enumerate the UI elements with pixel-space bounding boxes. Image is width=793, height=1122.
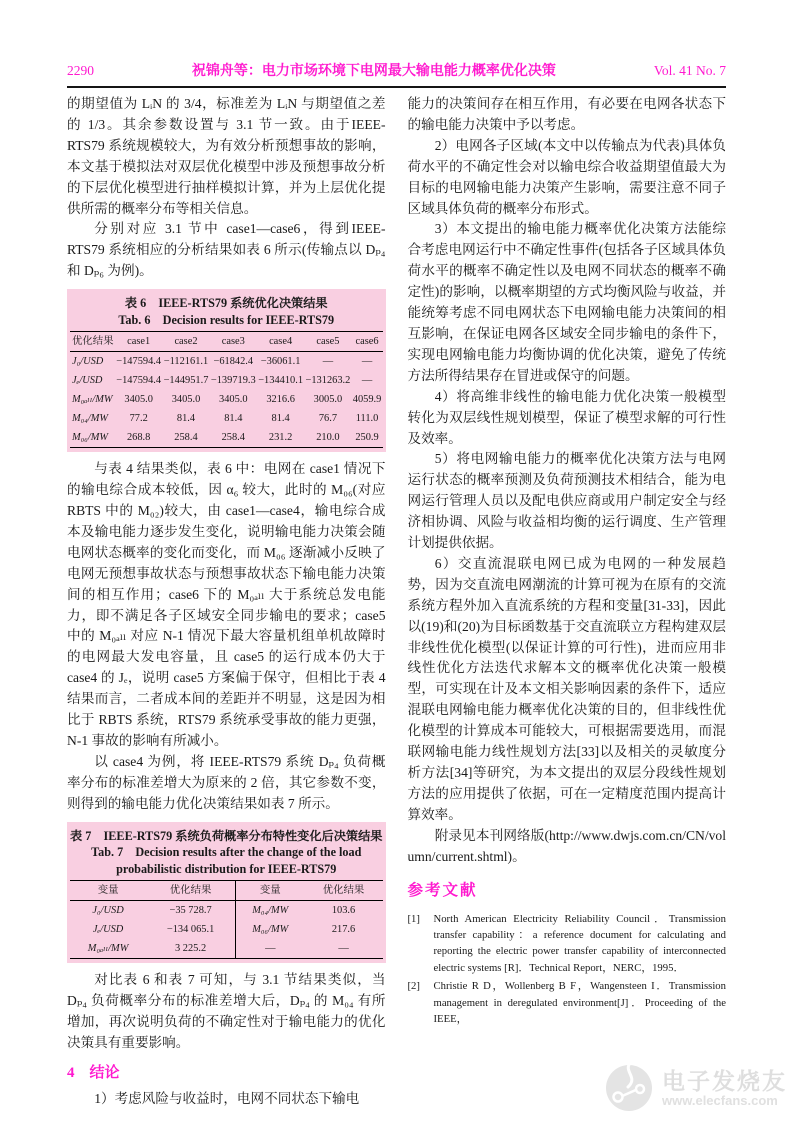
appendix-note: 附录见本刊网络版(http://www.dwjs.com.cn/CN/volumn/current.shtml)。 — [407, 827, 726, 864]
table-cell: — — [361, 356, 373, 368]
watermark-brand: 电子发烧友 — [662, 1067, 787, 1094]
table-cell: 3005.0 — [313, 394, 343, 406]
reference-text: North American Electricity Reliability Council．Transmission transfer capability：a reference document for calculating and reporting the electric power transfer capability of interconnected electric systems [R]．Technical Report，NERC，1995． — [433, 912, 726, 974]
table-cell: 3405.0 — [171, 394, 201, 406]
paragraph: 对比表 6 和表 7 可知，与 3.1 节结果类似，当 Dₚ₄ 负荷概率分布的标准差增大后，Dₚ₄ 的 M₀₄ 有所增加，再次说明负荷的不确定性对于输电能力的优化决策具有重要影响。 — [67, 972, 386, 1050]
table-cell: 81.4 — [224, 413, 243, 425]
table-cell: 103.6 — [331, 905, 356, 917]
table-cell: −134410.1 — [258, 375, 304, 387]
two-column-body — [67, 94, 726, 1110]
page-number: 2290 — [67, 63, 94, 78]
table-6-block — [67, 289, 386, 452]
table-row — [70, 371, 383, 390]
table-cell: 77.2 — [129, 413, 148, 425]
table-7-block — [67, 822, 386, 964]
elecfans-logo-icon — [602, 1059, 656, 1118]
table-row — [70, 901, 383, 921]
table-6-header-cell: 优化结果 — [72, 336, 114, 348]
table-cell: 268.8 — [126, 432, 151, 444]
paragraph: 以 case4 为例，将 IEEE-RTS79 系统 Dₚ₄ 负荷概率分布的标准差增大为原来的 2 倍，其它参数不变，则得到的输电能力优化决策结果如表 7 所示。 — [67, 753, 386, 811]
table-7-header-cell: 优化结果 — [322, 885, 365, 897]
table-cell: 258.4 — [174, 432, 198, 444]
table-cell: — — [265, 943, 276, 955]
table-cell: 81.4 — [271, 413, 290, 425]
table-7-title-en: Tab. 7 Decision results after the change of the load probabilistic distribution for IEEE-RTS79 — [91, 845, 362, 876]
table-cell: −35 728.7 — [146, 901, 235, 921]
table-cell: J₀/USD — [72, 356, 104, 368]
table-6-header-cell: case4 — [269, 336, 293, 348]
reference-label: [1] — [407, 912, 420, 925]
table-cell: M₀₄/MW — [252, 905, 289, 917]
table-row — [70, 920, 383, 939]
table-row — [70, 409, 383, 428]
table-6-title-zh: 表 6 IEEE-RTS79 系统优化决策结果 — [124, 296, 328, 311]
table-cell: M₀₆/MW — [72, 432, 109, 444]
table-cell: 76.7 — [318, 413, 338, 425]
table-cell: 250.9 — [355, 432, 379, 444]
watermark-url: www.elecfans.com — [662, 1092, 778, 1108]
table-cell: −147594.4 — [116, 356, 162, 368]
table-7-header-cell: 变量 — [97, 885, 119, 897]
table-cell: −134 065.1 — [146, 920, 235, 939]
table-7 — [70, 880, 383, 959]
table-cell: M₀₆/MW — [252, 924, 289, 936]
references-heading: 参考文献 — [407, 881, 478, 899]
table-cell: 3 225.2 — [146, 939, 235, 959]
table-cell: 4059.9 — [352, 394, 382, 406]
watermark — [602, 1059, 787, 1118]
paragraph: 与表 4 结果类似，表 6 中：电网在 case1 情况下的输电综合成本较低，因 α₆ 较大，此时的 M₀₆(对应 RBTS 中的 M₀₂)较大，由 case1—case4，输电综合成本及输电能力逐步发生变化，说明输电能力决策会随电网状态概率的变化而变化，而 M₀₆ 逐渐减小反映了电网无预想事故状态与预想事故状态下输电能力决策间的相互作用；case6 下的 M₀ₐₗₗ 大于系统总发电能力，即不满足各子区域安全同步输电的要求；case5 中的 M₀ₐₗₗ 对应 N-1 情况下最大容量机组单机故障时的电网最大发电容量，且 case5 的运行成本仍大于 case4 的 Jₑ，说明 case5 方案偏于保守，但相比于表 4 结果而言，二者成本间的差距并不明显，这是因为相比于 RBTS 系统，RTS79 系统承受事故的能力更强，N-1 事故的影响有所减小。 — [67, 461, 386, 748]
paragraph: 的期望值为 LᵢN 的 3/4，标准差为 LᵢN 与期望值之差的 1/3。其余参数设置与 3.1 节一致。由于IEEE-RTS79 系统规模较大，为有效分析预想事故的影响，本文基于模拟法对双层优化模型中涉及预想事故分析的下层优化模型进行抽样模拟计算，并为上层优化提供所需的概率分布等相关信息。 — [67, 96, 386, 216]
table-cell: Jₑ/USD — [92, 924, 124, 936]
table-row — [70, 352, 383, 372]
paragraph: 能力的决策间存在相互作用，有必要在电网各状态下的输电能力决策中予以考虑。 — [407, 96, 726, 132]
table-7-header-row — [70, 881, 383, 901]
section-heading-conclusion: 4 结论 — [67, 1064, 120, 1081]
reference-text: Christie R D，Wollenberg B F，Wangensteen I．Transmission management in deregulated environment[J]．Proceeding of the IEEE， — [433, 980, 726, 1025]
table-cell: −61842.4 — [213, 356, 254, 368]
paragraph: 分别对应 3.1 节中 case1—case6，得到IEEE-RTS79 系统相应的分析结果如表 6 所示(传输点以 Dₚ₄ 和 Dₚ₆ 为例)。 — [67, 221, 386, 279]
table-row — [70, 390, 383, 409]
table-6-title-en: Tab. 6 Decision results for IEEE-RTS79 — [118, 312, 335, 327]
table-7-title-zh: 表 7 IEEE-RTS79 系统负荷概率分布特性变化后决策结果 — [70, 828, 383, 843]
table-cell: M₀ₐₗₗ/MW — [87, 943, 129, 955]
paragraph: 5）将电网输电能力的概率优化决策方法与电网运行状态的概率预测及负荷预测技术相结合，能为电网运行管理人员以及配电供应商或用户制定安全与经济相协调、风险与收益相均衡的运行调度、生产管理计划提供依据。 — [407, 451, 726, 551]
table-cell: — — [338, 943, 349, 955]
table-cell: 258.4 — [221, 432, 245, 444]
table-cell: −147594.4 — [116, 375, 162, 387]
table-cell: 217.6 — [331, 924, 356, 936]
table-cell: M₀₄/MW — [72, 413, 109, 425]
table-7-header-cell: 优化结果 — [146, 881, 235, 901]
table-cell: −144951.7 — [163, 375, 209, 387]
table-cell: 210.0 — [316, 432, 340, 444]
table-6-header-cell: case6 — [355, 336, 379, 348]
table-cell: −131263.2 — [305, 375, 351, 387]
watermark-text — [662, 1069, 787, 1109]
left-column — [67, 94, 386, 1110]
table-cell: 81.4 — [176, 413, 196, 425]
reference-label: [2] — [407, 980, 420, 993]
table-cell: 3405.0 — [219, 394, 248, 406]
table-cell: 3216.6 — [266, 394, 295, 406]
right-column — [408, 94, 727, 1110]
table-cell: 111.0 — [355, 413, 379, 425]
table-6-header-cell: case5 — [316, 336, 340, 348]
table-6-header-cell: case2 — [174, 336, 198, 348]
table-cell: 231.2 — [268, 432, 293, 444]
table-6-header-cell: case1 — [127, 336, 151, 348]
reference-item — [408, 911, 727, 977]
running-title: 祝锦舟等：电力市场环境下电网最大输电能力概率优化决策 — [191, 64, 556, 79]
paragraph: 4）将高维非线性的输电能力优化决策一般模型转化为双层线性规划模型，保证了模型求解的可行性及效率。 — [407, 388, 726, 446]
table-cell: 3405.0 — [124, 394, 153, 406]
table-cell: — — [322, 356, 334, 368]
table-row — [70, 939, 383, 959]
paragraph: 2）电网各子区域(本文中以传输点为代表)具体负荷水平的不确定性会对以输电综合收益期望值最大为目标的电网输电能力决策产生影响，需要注意不同子区域具体负荷的概率分布形式。 — [407, 137, 726, 216]
table-7-header-cell: 变量 — [259, 885, 281, 897]
table-cell: −112161.1 — [163, 356, 209, 368]
table-cell: −139719.3 — [210, 375, 256, 387]
volume-issue: Vol. 41 No. 7 — [653, 63, 726, 78]
table-cell: — — [361, 375, 373, 387]
paragraph: 6）交直流混联电网已成为电网的一种发展趋势，因为交直流电网潮流的计算可视为在原有的交流系统方程外加入直流系统的方程和变量[31-33]，因此以(19)和(20)为目标函数基于交直流联立方程构建双层非线性优化模型(以保证计算的可行性)，进而应用非线性优化方法迭代求解本文的概率优化决策一般模型，可实现在计及本文相关影响因素的条件下，适应混联电网输电能力概率优化决策的目的，但非线性优化模型的计算成本可能较大，可根据需要选用，而混联网输电能力线性规划方法[33]以及相关的灵敏度分析方法[34]等研究，为本文提出的双层分段线性规划方法的应用提供了依据，可在一定精度范围内提高计算效率。 — [407, 555, 726, 822]
paragraph: 3）本文提出的输电能力概率优化决策方法能综合考虑电网运行中不确定性事件(包括各子区域具体负荷水平的概率不确定性以及电网不同状态的概率不确定性)的影响，以概率期望的方式均衡风险与收益，并能统筹考虑不同电网状态下电网输电能力决策间的相互影响，在保证电网各区域安全同步输电的条件下，实现电网输电能力均衡协调的优化决策，避免了传统方法所得结果存在冒进或保守的问题。 — [407, 221, 726, 383]
reference-item — [408, 978, 727, 1027]
table-6 — [70, 331, 383, 448]
table-cell: J₀/USD — [92, 905, 124, 917]
table-row — [70, 428, 383, 448]
paragraph: 1）考虑风险与收益时，电网不同状态下输电 — [94, 1090, 360, 1106]
page-header — [67, 60, 726, 88]
table-cell: Jₑ/USD — [72, 375, 103, 387]
table-cell: −36061.1 — [260, 356, 301, 368]
table-cell: M₀ₐₗₗ/MW — [72, 394, 113, 406]
table-6-header-cell: case3 — [221, 336, 245, 348]
table-6-header-row — [70, 332, 383, 352]
